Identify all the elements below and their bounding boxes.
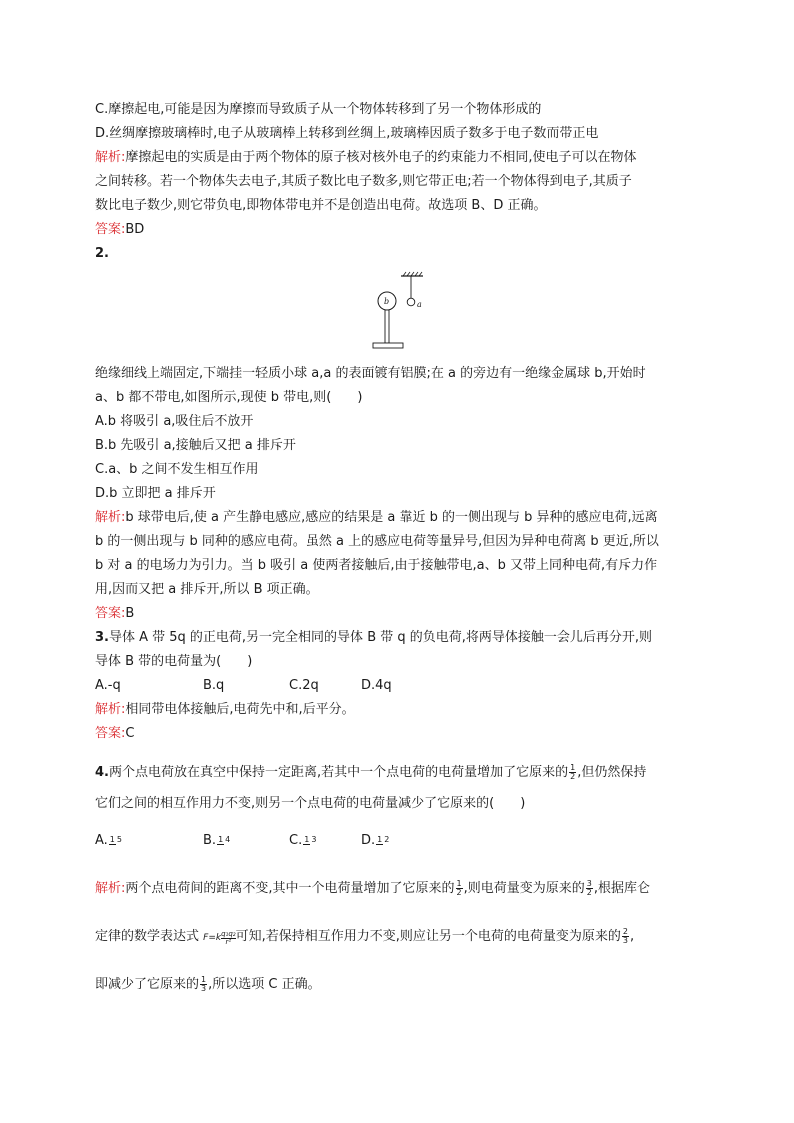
- formula-lhs: F=k: [203, 933, 222, 943]
- q2-option-d: D.b 立即把 a 排斥开: [95, 486, 216, 501]
- fraction-denominator: 4: [225, 835, 231, 844]
- option-prefix: B.: [203, 833, 217, 848]
- q4-number: 4.: [95, 765, 109, 780]
- q3-answer: [95, 726, 134, 742]
- analysis-text: 相同带电体接触后,电荷先中和,后平分。: [125, 702, 355, 717]
- stand-base: [373, 343, 403, 348]
- q3-option-a: A.-q: [95, 678, 121, 693]
- formula-denominator: r²: [225, 937, 232, 946]
- q2-number: 2.: [95, 246, 109, 261]
- q4-stem-line-1: [95, 762, 646, 784]
- fraction-numerator: 1: [570, 763, 576, 772]
- fraction: [569, 764, 576, 781]
- q1-option-d: D.丝绸摩擦玻璃棒时,电子从玻璃棒上转移到丝绸上,玻璃棒因质子数多于电子数而带正电: [95, 126, 599, 141]
- q4-analysis-line-2: [95, 926, 634, 949]
- fraction: [217, 836, 231, 845]
- analysis-text-c: ,根据库仑: [593, 881, 650, 896]
- q4-option-b: [203, 830, 289, 852]
- coulomb-formula: [203, 927, 235, 949]
- answer-label: 答案:: [95, 222, 126, 237]
- q4-stem-text-a: 两个点电荷放在真空中保持一定距离,若其中一个点电荷的电荷量增加了它原来的: [108, 765, 569, 780]
- option-prefix: D.: [361, 833, 376, 848]
- q3-stem-line-1: [95, 630, 652, 646]
- ceiling-support: [401, 272, 423, 276]
- analysis-text: 摩擦起电的实质是由于两个物体的原子核对核外电子的约束能力不相同,使电子可以在物体: [125, 150, 637, 165]
- answer-label: 答案:: [95, 606, 126, 621]
- option-prefix: C.: [289, 833, 303, 848]
- formula-numerator: q₁q₂: [221, 929, 236, 938]
- q4-option-c: [289, 830, 361, 852]
- option-prefix: A.: [95, 833, 108, 848]
- fraction: [456, 880, 463, 897]
- answer-label: 答案:: [95, 726, 126, 741]
- q3-option-b: B.q: [203, 678, 225, 693]
- fraction-denominator: 2: [570, 772, 576, 781]
- fraction: [109, 836, 123, 845]
- q2-analysis-line-2: b 的一侧出现与 b 同种的感应电荷。虽然 a 上的感应电荷等量异号,但因为异种电荷离 b 更近,所以: [95, 534, 659, 549]
- answer-value: C: [125, 726, 135, 741]
- fraction: [622, 928, 629, 945]
- analysis-text-b: ,所以选项 C 正确。: [208, 977, 321, 992]
- q3-stem-text: 导体 A 带 5q 的正电荷,另一完全相同的导体 B 带 q 的负电荷,将两导体接触一会儿后再分开,则: [108, 630, 653, 645]
- fraction: [376, 836, 390, 845]
- fraction-denominator: 3: [201, 984, 207, 993]
- q4-stem-line-2: 它们之间的相互作用力不变,则另一个点电荷的电荷量减少了它原来的( ): [95, 796, 526, 811]
- q2-analysis-line-4: 用,因而又把 a 排斥开,所以 B 项正确。: [95, 582, 319, 597]
- formula-fraction: [221, 931, 236, 946]
- analysis-text-a: 两个点电荷间的距离不变,其中一个电荷量增加了它原来的: [125, 881, 455, 896]
- fraction-numerator: 1: [218, 835, 224, 844]
- fraction: [586, 880, 593, 897]
- fraction-denominator: 2: [456, 888, 462, 897]
- analysis-label: 解析:: [95, 150, 126, 165]
- analysis-text-a: 即减少了它原来的: [95, 977, 200, 992]
- q3-analysis: [95, 702, 355, 718]
- analysis-text-a: 定律的数学表达式: [95, 929, 204, 944]
- analysis-text-b: ,则电荷量变为原来的: [463, 881, 585, 896]
- q2-analysis-line-1: [95, 510, 658, 526]
- fraction-numerator: 1: [201, 975, 207, 984]
- q1-analysis-line-3: 数比电子数少,则它带负电,即物体带电并不是创造出电荷。故选项 B、D 正确。: [95, 198, 547, 213]
- answer-value: BD: [125, 222, 145, 237]
- q3-option-c: C.2q: [289, 678, 319, 693]
- fraction-numerator: 1: [109, 835, 115, 844]
- label-a: a: [417, 300, 422, 309]
- analysis-label: 解析:: [95, 881, 126, 896]
- fraction-denominator: 2: [384, 835, 390, 844]
- q1-analysis-line-1: [95, 150, 637, 166]
- q4-option-d: [361, 830, 391, 852]
- q1-option-c: C.摩擦起电,可能是因为摩擦而导致质子从一个物体转移到了另一个物体形成的: [95, 102, 542, 117]
- fraction-denominator: 3: [622, 936, 628, 945]
- q1-analysis-line-2: 之间转移。若一个物体失去电子,其质子数比电子数多,则它带正电;若一个物体得到电子,其质子: [95, 174, 632, 189]
- q2-figure-electroscope: [365, 268, 437, 354]
- analysis-text-c: ,: [629, 929, 635, 944]
- q2-analysis-line-3: b 对 a 的电场力为引力。当 b 吸引 a 使两者接触后,由于接触带电,a、b 又带上同种电荷,有斥力作: [95, 558, 658, 573]
- q2-option-a: A.b 将吸引 a,吸住后不放开: [95, 414, 254, 429]
- q4-option-a: [95, 830, 203, 852]
- fraction-numerator: 2: [622, 927, 628, 936]
- fraction-denominator: 2: [586, 888, 592, 897]
- fraction: [303, 836, 317, 845]
- analysis-text: b 球带电后,使 a 产生静电感应,感应的结果是 a 靠近 b 的一侧出现与 b 异种的感应电荷,远离: [125, 510, 658, 525]
- q2-stem-line-1: 绝缘细线上端固定,下端挂一轻质小球 a,a 的表面镀有铝膜;在 a 的旁边有一绝缘金属球 b,开始时: [95, 366, 646, 381]
- q2-stem-line-2: a、b 都不带电,如图所示,现使 b 带电,则( ): [95, 390, 363, 405]
- fraction-numerator: 3: [586, 879, 592, 888]
- fraction-numerator: 1: [377, 835, 383, 844]
- analysis-text-b: 可知,若保持相互作用力不变,则应让另一个电荷的电荷量变为原来的: [235, 929, 621, 944]
- ball-a: [407, 298, 415, 306]
- fraction-denominator: 3: [311, 835, 317, 844]
- q4-analysis-line-1: [95, 878, 650, 900]
- q3-stem-line-2: 导体 B 带的电荷量为( ): [95, 654, 253, 669]
- q4-options: [95, 830, 391, 852]
- q4-stem-text-b: ,但仍然保持: [577, 765, 647, 780]
- fraction: [200, 976, 207, 993]
- fraction-numerator: 1: [304, 835, 310, 844]
- fraction-denominator: 5: [116, 835, 122, 844]
- q3-number: 3.: [95, 630, 109, 645]
- q2-option-b: B.b 先吸引 a,接触后又把 a 排斥开: [95, 438, 296, 453]
- q2-answer: [95, 606, 134, 622]
- insulating-stand: [385, 310, 389, 343]
- answer-value: B: [125, 606, 135, 621]
- q2-option-c: C.a、b 之间不发生相互作用: [95, 462, 259, 477]
- q3-option-d: D.4q: [361, 678, 392, 693]
- label-b: b: [384, 297, 390, 306]
- q4-analysis-line-3: [95, 974, 321, 996]
- fraction-numerator: 1: [456, 879, 462, 888]
- analysis-label: 解析:: [95, 510, 126, 525]
- q1-answer: [95, 222, 144, 238]
- analysis-label: 解析:: [95, 702, 126, 717]
- q3-options: [95, 678, 392, 694]
